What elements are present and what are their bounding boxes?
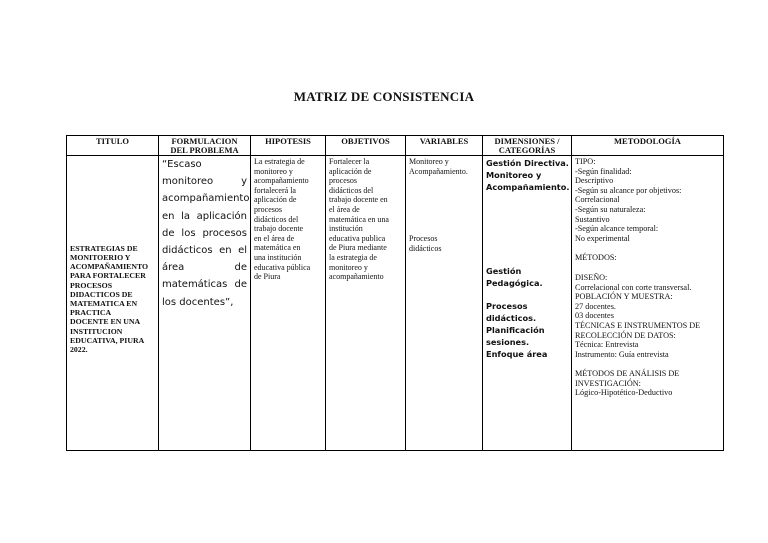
header-titulo: TITULO [67,136,159,156]
cell-hipotesis: La estrategia de monitoreo y acompañamiento fortalecerá la aplicación de procesos didácticos del trabajo docente en el área de matemática en una institución educativa pública de Piura [251,156,326,451]
header-hipotesis: HIPOTESIS [251,136,326,156]
consistency-matrix-table [66,135,724,451]
cell-objetivos: Fortalecer la aplicación de procesos didácticos del trabajo docente en el área de matemática en una institución educativa publica de Piura mediante la estrategia de monitoreo y acompañamiento [326,156,406,451]
header-dimensiones: DIMENSIONES / CATEGORÍAS [483,136,572,156]
table-row [67,156,724,451]
cell-metodologia: TIPO: -Según finalidad: Descriptivo -Según su alcance por objetivos: Correlacional -Según su naturaleza: Sustantivo -Según alcance temporal: No experimental MÉTODOS: DISEÑO: Correlacional con corte transversal. POBLACIÓN Y MUESTRA: 27 docentes. 03 docentes TÉCNICAS E INSTRUMENTOS DE RECOLECCIÓN DE DATOS: Técnica: Entrevista Instrumento: Guía entrevista MÉTODOS DE ANÁLISIS DE INVESTIGACIÓN: Lógico-Hipotético-Deductivo [572,156,724,451]
header-formulacion: FORMULACION DEL PROBLEMA [159,136,251,156]
header-variables: VARIABLES [406,136,483,156]
header-objetivos: OBJETIVOS [326,136,406,156]
cell-titulo: ESTRATEGIAS DE MONITOERIO Y ACOMPAÑAMIENTO PARA FORTALECER PROCESOS DIDACTICOS DE MATEMATICA EN PRACTICA DOCENTE EN UNA INSTITUCION EDUCATIVA, PIURA 2022. [67,156,159,451]
cell-dimensiones: Gestión Directiva. Monitoreo y Acompañamiento. Gestión Pedagógica. Procesos didácticos. Planificación sesiones. Enfoque área [483,156,572,451]
cell-formulacion: “Escaso monitoreo y acompañamiento en la aplicación de los procesos didácticos en el área de matemáticas de los docentes”, [159,156,251,451]
table-header-row [67,136,724,156]
cell-variables: Monitoreo y Acompañamiento. Procesos didácticos [406,156,483,451]
header-metodologia: METODOLOGÍA [572,136,724,156]
page-title: MATRIZ DE CONSISTENCIA [293,89,475,104]
